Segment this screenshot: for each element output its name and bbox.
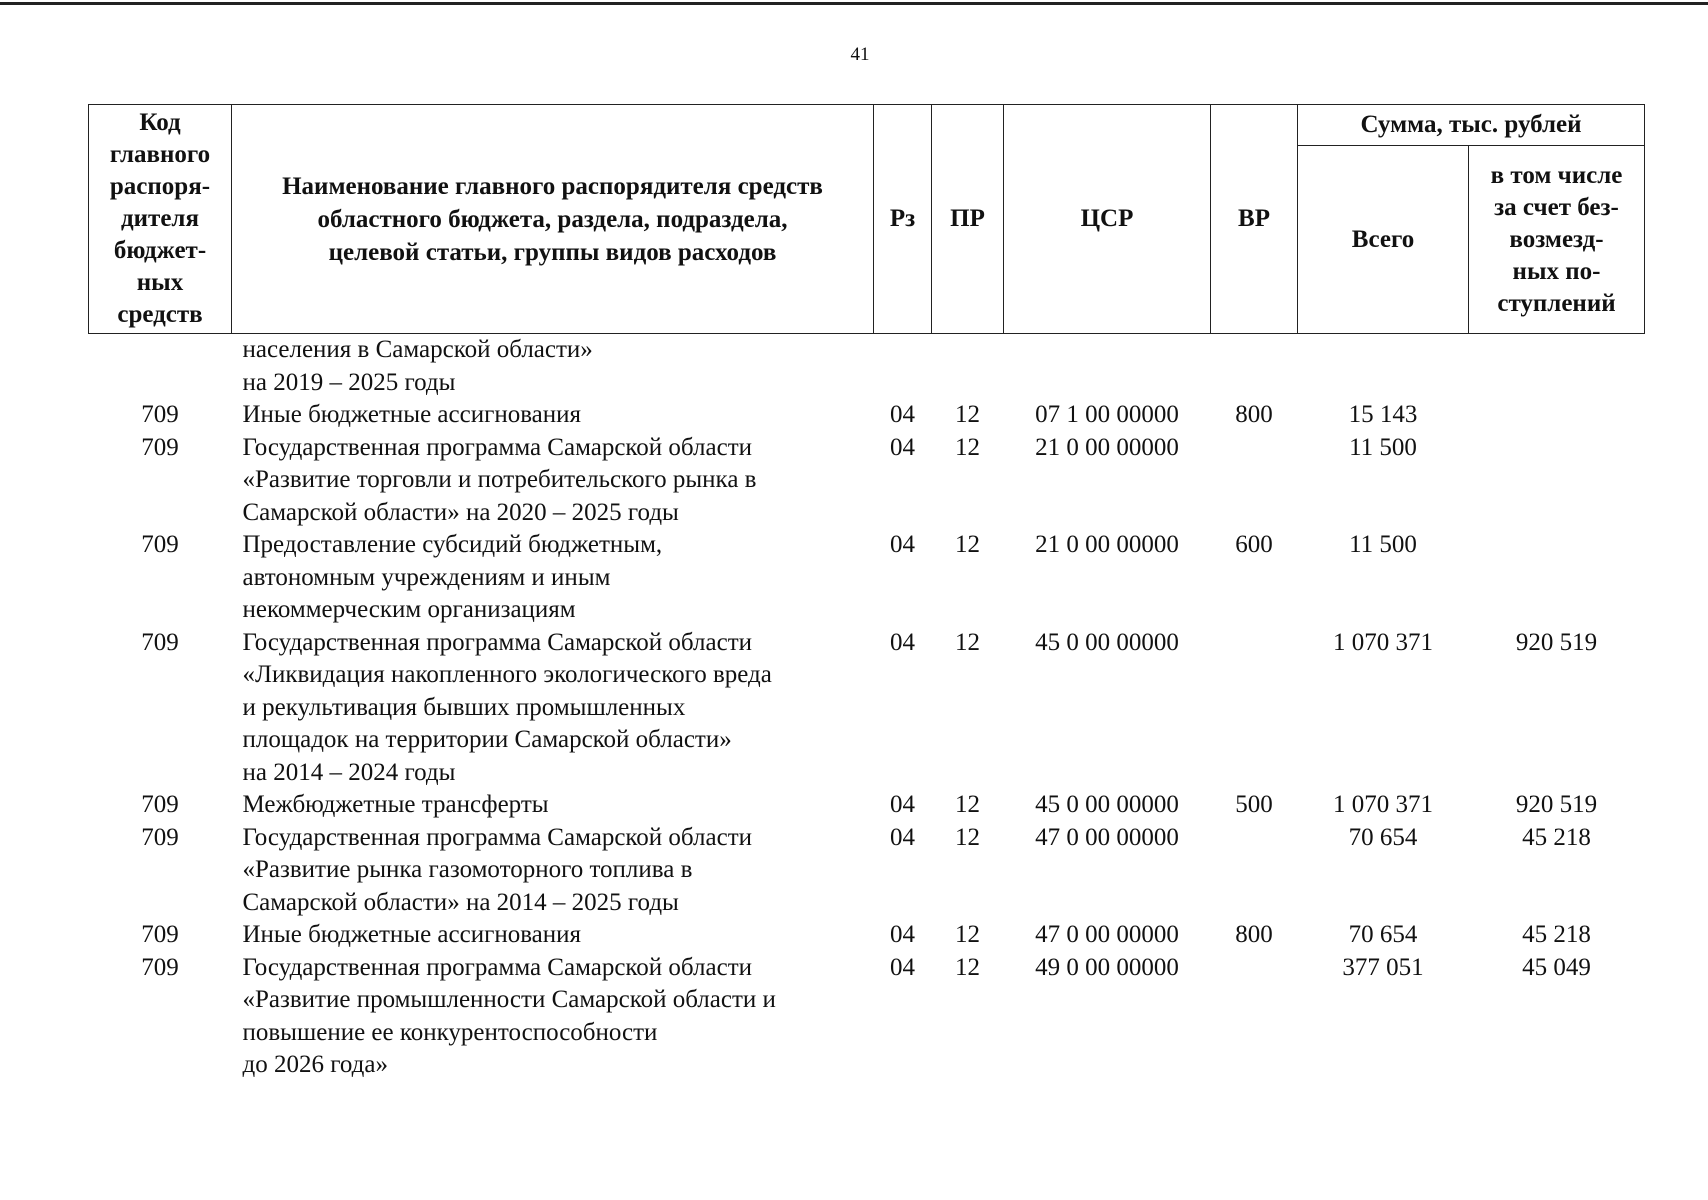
cell-pr: 12 bbox=[955, 433, 980, 461]
header-code-line: Код bbox=[139, 109, 181, 136]
header-code-line: ных bbox=[136, 269, 184, 296]
table-row bbox=[89, 919, 1645, 952]
cell-code: 709 bbox=[141, 531, 179, 558]
table-row bbox=[89, 952, 1645, 1082]
header-code-line: главного bbox=[109, 141, 211, 168]
page-number: 41 bbox=[850, 44, 870, 65]
cell-name bbox=[232, 919, 874, 952]
cell-code bbox=[89, 334, 232, 400]
cell-free bbox=[1469, 334, 1645, 400]
cell-name-line: Государственная программа Самарской области bbox=[242, 628, 752, 656]
table-row bbox=[89, 334, 1645, 400]
cell-total: 1 070 371 bbox=[1333, 791, 1433, 818]
cell-csr: 45 0 00 00000 bbox=[1035, 628, 1179, 656]
cell-csr: 49 0 00 00000 bbox=[1035, 953, 1179, 981]
cell-free: 920 519 bbox=[1515, 791, 1598, 818]
cell-vr bbox=[1211, 822, 1298, 920]
table-row bbox=[89, 432, 1645, 530]
cell-csr: 07 1 00 00000 bbox=[1035, 401, 1179, 428]
cell-name bbox=[232, 952, 874, 1082]
cell-vr bbox=[1211, 432, 1298, 530]
budget-table bbox=[88, 104, 1645, 1082]
cell-pr: 12 bbox=[955, 953, 980, 981]
cell-free: 45 218 bbox=[1522, 921, 1591, 948]
cell-name-line: Самарской области» на 2014 – 2025 годы bbox=[242, 888, 679, 916]
cell-name-line: Государственная программа Самарской области bbox=[242, 823, 752, 851]
header-code-line: средств bbox=[117, 301, 203, 328]
cell-vr: 600 bbox=[1235, 531, 1273, 558]
cell-name bbox=[232, 529, 874, 627]
cell-free bbox=[1469, 432, 1645, 530]
cell-vr: 800 bbox=[1235, 401, 1273, 428]
cell-code: 709 bbox=[141, 433, 179, 461]
cell-name-line: «Развитие рынка газомоторного топлива в bbox=[242, 856, 693, 883]
header-code-line: бюджет- bbox=[113, 237, 207, 264]
cell-name bbox=[232, 789, 874, 822]
cell-vr: 800 bbox=[1235, 921, 1273, 948]
cell-rz bbox=[874, 334, 932, 400]
cell-pr: 12 bbox=[955, 823, 980, 851]
cell-total: 15 143 bbox=[1348, 401, 1418, 428]
header-csr: ЦСР bbox=[1004, 105, 1211, 334]
cell-name-line: площадок на территории Самарской области» bbox=[242, 726, 732, 753]
cell-name-line: Государственная программа Самарской области bbox=[242, 433, 752, 461]
cell-csr bbox=[1004, 334, 1211, 400]
cell-rz: 04 bbox=[890, 628, 915, 656]
cell-csr: 47 0 00 00000 bbox=[1035, 921, 1179, 948]
cell-total: 70 654 bbox=[1348, 823, 1418, 851]
cell-csr: 21 0 00 00000 bbox=[1035, 531, 1179, 558]
cell-pr: 12 bbox=[955, 401, 980, 428]
cell-code: 709 bbox=[141, 401, 179, 428]
cell-name bbox=[232, 334, 874, 400]
cell-rz: 04 bbox=[890, 921, 915, 948]
cell-name-line: до 2026 года» bbox=[242, 1051, 388, 1078]
cell-total: 70 654 bbox=[1348, 921, 1418, 948]
cell-vr bbox=[1211, 334, 1298, 400]
header-pr: ПР bbox=[932, 105, 1004, 334]
cell-rz: 04 bbox=[890, 953, 915, 981]
header-free-line: возмезд- bbox=[1509, 225, 1604, 253]
cell-vr bbox=[1211, 952, 1298, 1082]
cell-name-line: Иные бюджетные ассигнования bbox=[242, 401, 582, 428]
cell-total: 11 500 bbox=[1349, 433, 1417, 461]
cell-free bbox=[1469, 529, 1645, 627]
header-name-line: областного бюджета, раздела, подраздела, bbox=[317, 205, 788, 233]
cell-rz: 04 bbox=[890, 823, 915, 851]
cell-total bbox=[1298, 334, 1469, 400]
table-row bbox=[89, 529, 1645, 627]
header-free-line: ступлений bbox=[1497, 289, 1616, 317]
cell-name-line: Межбюджетные трансферты bbox=[242, 791, 549, 818]
header-free bbox=[1469, 146, 1645, 334]
cell-name-line: населения в Самарской области» bbox=[242, 336, 593, 363]
cell-pr: 12 bbox=[955, 531, 980, 558]
cell-name-line: и рекультивация бывших промышленных bbox=[242, 693, 686, 721]
header-free-line: в том числе bbox=[1490, 161, 1623, 189]
cell-name-line: Государственная программа Самарской области bbox=[242, 953, 752, 981]
cell-total: 11 500 bbox=[1349, 531, 1417, 558]
cell-rz: 04 bbox=[890, 401, 915, 428]
cell-pr bbox=[932, 334, 1004, 400]
cell-free: 920 519 bbox=[1515, 628, 1598, 656]
cell-rz: 04 bbox=[890, 531, 915, 558]
cell-code: 709 bbox=[141, 921, 179, 948]
cell-name-line: автономным учреждениям и иным bbox=[242, 563, 611, 591]
cell-name-line: «Развитие промышленности Самарской области и bbox=[242, 986, 776, 1013]
cell-name-line: на 2014 – 2024 годы bbox=[242, 758, 456, 786]
header-code-line: дителя bbox=[121, 205, 199, 232]
cell-pr: 12 bbox=[955, 921, 980, 948]
header-rz: Рз bbox=[874, 105, 932, 334]
cell-total: 377 051 bbox=[1342, 953, 1424, 981]
cell-name-line: Иные бюджетные ассигнования bbox=[242, 921, 582, 948]
cell-vr bbox=[1211, 627, 1298, 790]
header-total: Всего bbox=[1298, 146, 1469, 334]
cell-name-line: некоммерческим организациям bbox=[242, 596, 576, 623]
cell-name bbox=[232, 432, 874, 530]
table-row bbox=[89, 789, 1645, 822]
cell-rz: 04 bbox=[890, 433, 915, 461]
cell-free bbox=[1469, 399, 1645, 432]
cell-vr: 500 bbox=[1235, 791, 1273, 818]
cell-name-line: «Развитие торговли и потребительского рынка в bbox=[242, 466, 757, 493]
cell-name-line: «Ликвидация накопленного экологического вреда bbox=[242, 661, 772, 688]
header-name-line: Наименование главного распорядителя средств bbox=[282, 172, 823, 200]
table-row bbox=[89, 822, 1645, 920]
cell-rz: 04 bbox=[890, 791, 915, 818]
table-body bbox=[89, 334, 1645, 1082]
cell-code: 709 bbox=[141, 791, 179, 818]
header-vr: ВР bbox=[1211, 105, 1298, 334]
cell-pr: 12 bbox=[955, 791, 980, 818]
table-row bbox=[89, 627, 1645, 790]
cell-code: 709 bbox=[141, 823, 179, 851]
cell-total: 1 070 371 bbox=[1333, 628, 1433, 656]
header-code bbox=[89, 105, 232, 334]
top-border-line bbox=[0, 2, 1708, 5]
cell-name-line: Предоставление субсидий бюджетным, bbox=[242, 531, 663, 558]
header-code-line: распоря- bbox=[109, 173, 211, 200]
header-sum: Сумма, тыс. рублей bbox=[1298, 105, 1645, 146]
cell-csr: 21 0 00 00000 bbox=[1035, 433, 1179, 461]
cell-code: 709 bbox=[141, 628, 179, 656]
header-free-line: ных по- bbox=[1512, 257, 1601, 285]
cell-csr: 47 0 00 00000 bbox=[1035, 823, 1179, 851]
cell-name-line: Самарской области» на 2020 – 2025 годы bbox=[242, 498, 679, 526]
header-name-line: целевой статьи, группы видов расходов bbox=[328, 238, 777, 266]
cell-pr: 12 bbox=[955, 628, 980, 656]
header-name bbox=[232, 105, 874, 334]
cell-code: 709 bbox=[141, 953, 179, 981]
cell-name bbox=[232, 822, 874, 920]
cell-name-line: на 2019 – 2025 годы bbox=[242, 368, 456, 396]
cell-free: 45 218 bbox=[1522, 823, 1591, 851]
table-row bbox=[89, 399, 1645, 432]
cell-name bbox=[232, 399, 874, 432]
header-free-line: за счет без- bbox=[1494, 193, 1619, 221]
cell-free: 45 049 bbox=[1522, 953, 1591, 981]
cell-csr: 45 0 00 00000 bbox=[1035, 791, 1179, 818]
table-header bbox=[89, 105, 1645, 334]
cell-name-line: повышение ее конкурентоспособности bbox=[242, 1018, 658, 1046]
cell-name bbox=[232, 627, 874, 790]
